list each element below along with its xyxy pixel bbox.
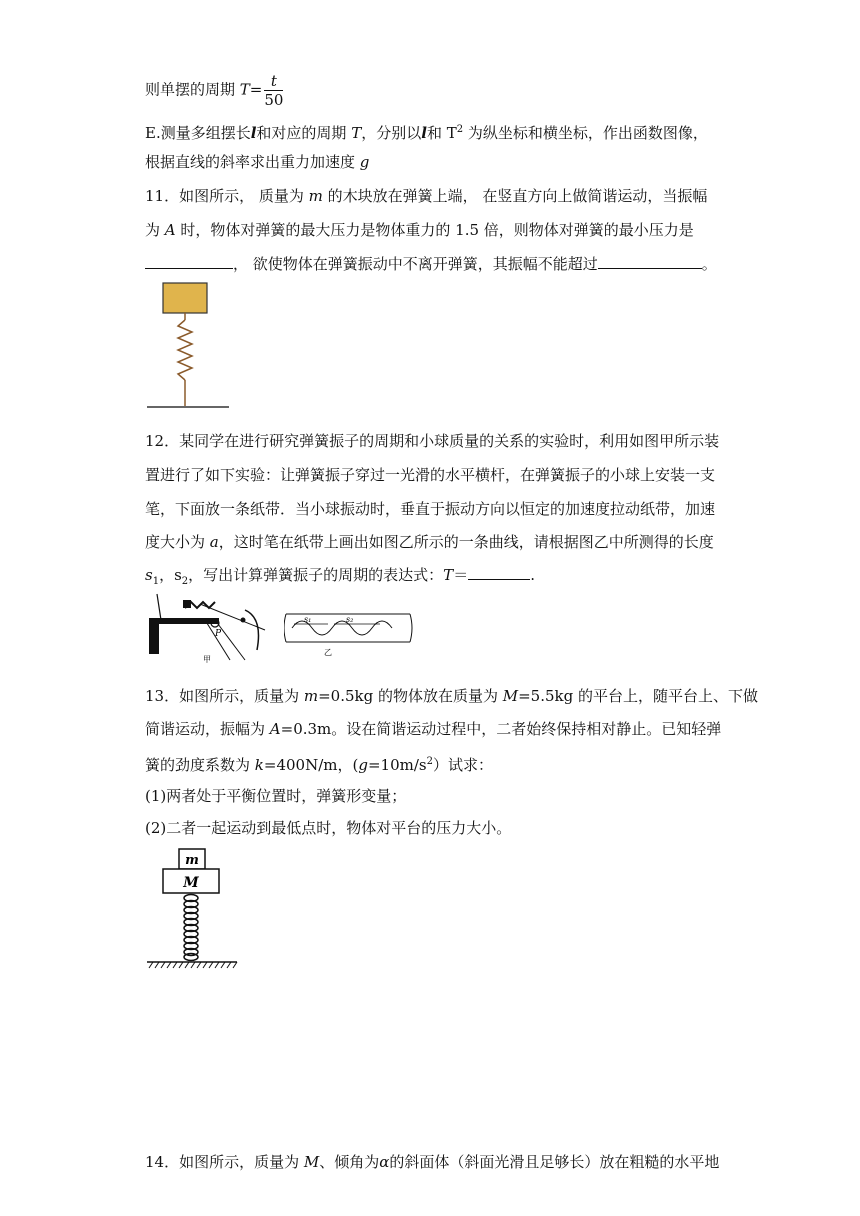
q13-part-2: (2)二者一起运动到最低点时，物体对平台的压力大小。	[145, 819, 512, 837]
q11-line-1	[145, 186, 707, 206]
q11-spring-block-figure	[145, 280, 235, 410]
platform-M-label: M	[183, 875, 199, 891]
q12-text: ，这时笔在纸带上画出如图乙所示的一条曲线，请根据图乙中所测得的长度	[218, 533, 714, 551]
option-e-text: 根据直线的斜率求出重力加速度	[145, 153, 360, 171]
q13-text: =5.5kg 的平台上，随平台上、下做	[518, 687, 758, 705]
answer-blank[interactable]	[468, 565, 530, 580]
q11-line-3	[145, 254, 717, 274]
var-k: k	[254, 756, 264, 774]
q11-text: 时，物体对弹簧的最大压力是物体重力的 1.5 倍，则物体对弹簧的最小压力是	[175, 221, 694, 239]
point-p-label: P	[215, 629, 222, 639]
q13-text: =0.3m。设在简谐运动过程中，二者始终保持相对静止。已知轻弹	[280, 720, 722, 738]
q14-text: 的斜面体（斜面光滑且足够长）放在粗糙的水平地	[389, 1153, 720, 1171]
option-e-text: E.测量多组摆长	[145, 124, 251, 142]
q11-text: ， 欲使物体在弹簧振动中不离开弹簧，其振幅不能超过	[233, 255, 598, 273]
q11-text: 为	[145, 221, 165, 239]
var-M: M	[303, 1153, 320, 1171]
var-T: T	[443, 566, 454, 584]
ground-hatching	[149, 962, 237, 968]
q13-text: 简谐运动，振幅为	[145, 720, 270, 738]
q13-line-2	[145, 719, 721, 739]
superscript: 2	[426, 756, 433, 767]
spring	[184, 895, 198, 961]
q11-line-2	[145, 220, 694, 240]
var-m: m	[308, 187, 323, 205]
var-l: l	[421, 124, 427, 142]
answer-blank[interactable]	[598, 254, 702, 269]
option-e-line-2	[145, 152, 369, 172]
q13-line-3	[145, 752, 493, 775]
var-A: A	[269, 720, 281, 738]
option-e-text: ，分别以	[361, 124, 422, 142]
equals-sign: =	[249, 80, 263, 99]
var-a: a	[209, 533, 219, 551]
s1-label: s₁	[304, 615, 312, 624]
var-alpha: α	[379, 1153, 390, 1171]
subscript: 1	[152, 576, 160, 587]
wooden-block	[163, 283, 207, 313]
option-d-line	[145, 72, 283, 109]
q11-text: 。	[701, 255, 717, 273]
var-M: M	[502, 687, 519, 705]
period-fraction	[264, 72, 283, 109]
q12-line-2: 置进行了如下实验：让弹簧振子穿过一光滑的水平横杆，在弹簧振子的小球上安装一支	[145, 466, 716, 484]
spring	[178, 320, 192, 380]
q12-text: 度大小为	[145, 533, 210, 551]
figure-yi-label: 乙	[324, 648, 332, 657]
q13-text: ）试求：	[432, 756, 493, 774]
option-e-text: 和对应的周期	[256, 124, 352, 142]
var-s: s	[145, 566, 153, 584]
option-e-text: 和 T	[426, 124, 457, 142]
figure-jia-label: 甲	[203, 655, 211, 664]
q11-text: 11．如图所示， 质量为	[145, 187, 309, 205]
q12-figure-jia	[145, 590, 270, 665]
q14-line-1	[145, 1152, 719, 1172]
q14-text: 、倾角为	[319, 1153, 380, 1171]
q12-line-1: 12．某同学在进行研究弹簧振子的周期和小球质量的关系的实验时，利用如图甲所示装	[145, 432, 720, 450]
q11-text: 的木块放在弹簧上端， 在竖直方向上做简谐运动，当振幅	[322, 187, 708, 205]
q12-line-3: 笔，下面放一条纸带．当小球振动时，垂直于振动方向以恒定的加速度拉动纸带，加速	[145, 500, 716, 518]
var-m: m	[303, 687, 319, 705]
answer-blank[interactable]	[145, 254, 233, 269]
var-T: T	[239, 80, 250, 99]
var-T: T	[351, 124, 362, 142]
superscript: 2	[456, 124, 464, 135]
horizontal-rod	[149, 618, 219, 624]
q13-text: =0.5kg 的物体放在质量为	[318, 687, 503, 705]
q13-part-1: (1)两者处于平衡位置时，弹簧形变量；	[145, 787, 407, 805]
s2-label: s₂	[346, 615, 354, 624]
option-d-prefix: 则单摆的周期	[145, 80, 240, 99]
q13-text: 13．如图所示，质量为	[145, 687, 304, 705]
fraction-denominator: 50	[264, 91, 284, 109]
q12-text: ，s	[159, 566, 182, 584]
block-m-label: m	[185, 853, 199, 868]
fraction-numerator: t	[264, 72, 283, 91]
q12-figure-yi	[284, 608, 414, 658]
q12-line-4	[145, 532, 714, 552]
option-e-text: 为纵坐标和横坐标，作出函数图像，	[463, 124, 708, 142]
q14-text: 14．如图所示，质量为	[145, 1153, 304, 1171]
q12-text: ＝	[453, 566, 469, 584]
q13-platform-figure	[145, 846, 240, 970]
q13-text: =400N/m，(	[263, 756, 359, 774]
q12-line-5	[145, 565, 535, 592]
q13-line-1	[145, 686, 758, 706]
var-g: g	[358, 756, 368, 774]
subscript: 2	[181, 576, 189, 587]
option-e-line-1	[145, 120, 708, 143]
q12-text: ，写出计算弹簧振子的周期的表达式：	[188, 566, 444, 584]
var-A: A	[164, 221, 176, 239]
var-g: g	[359, 153, 370, 171]
q13-text: 簧的劲度系数为	[145, 756, 255, 774]
q13-text: =10m/s	[367, 756, 427, 774]
q12-text: .	[530, 566, 535, 584]
var-l: l	[250, 124, 257, 142]
